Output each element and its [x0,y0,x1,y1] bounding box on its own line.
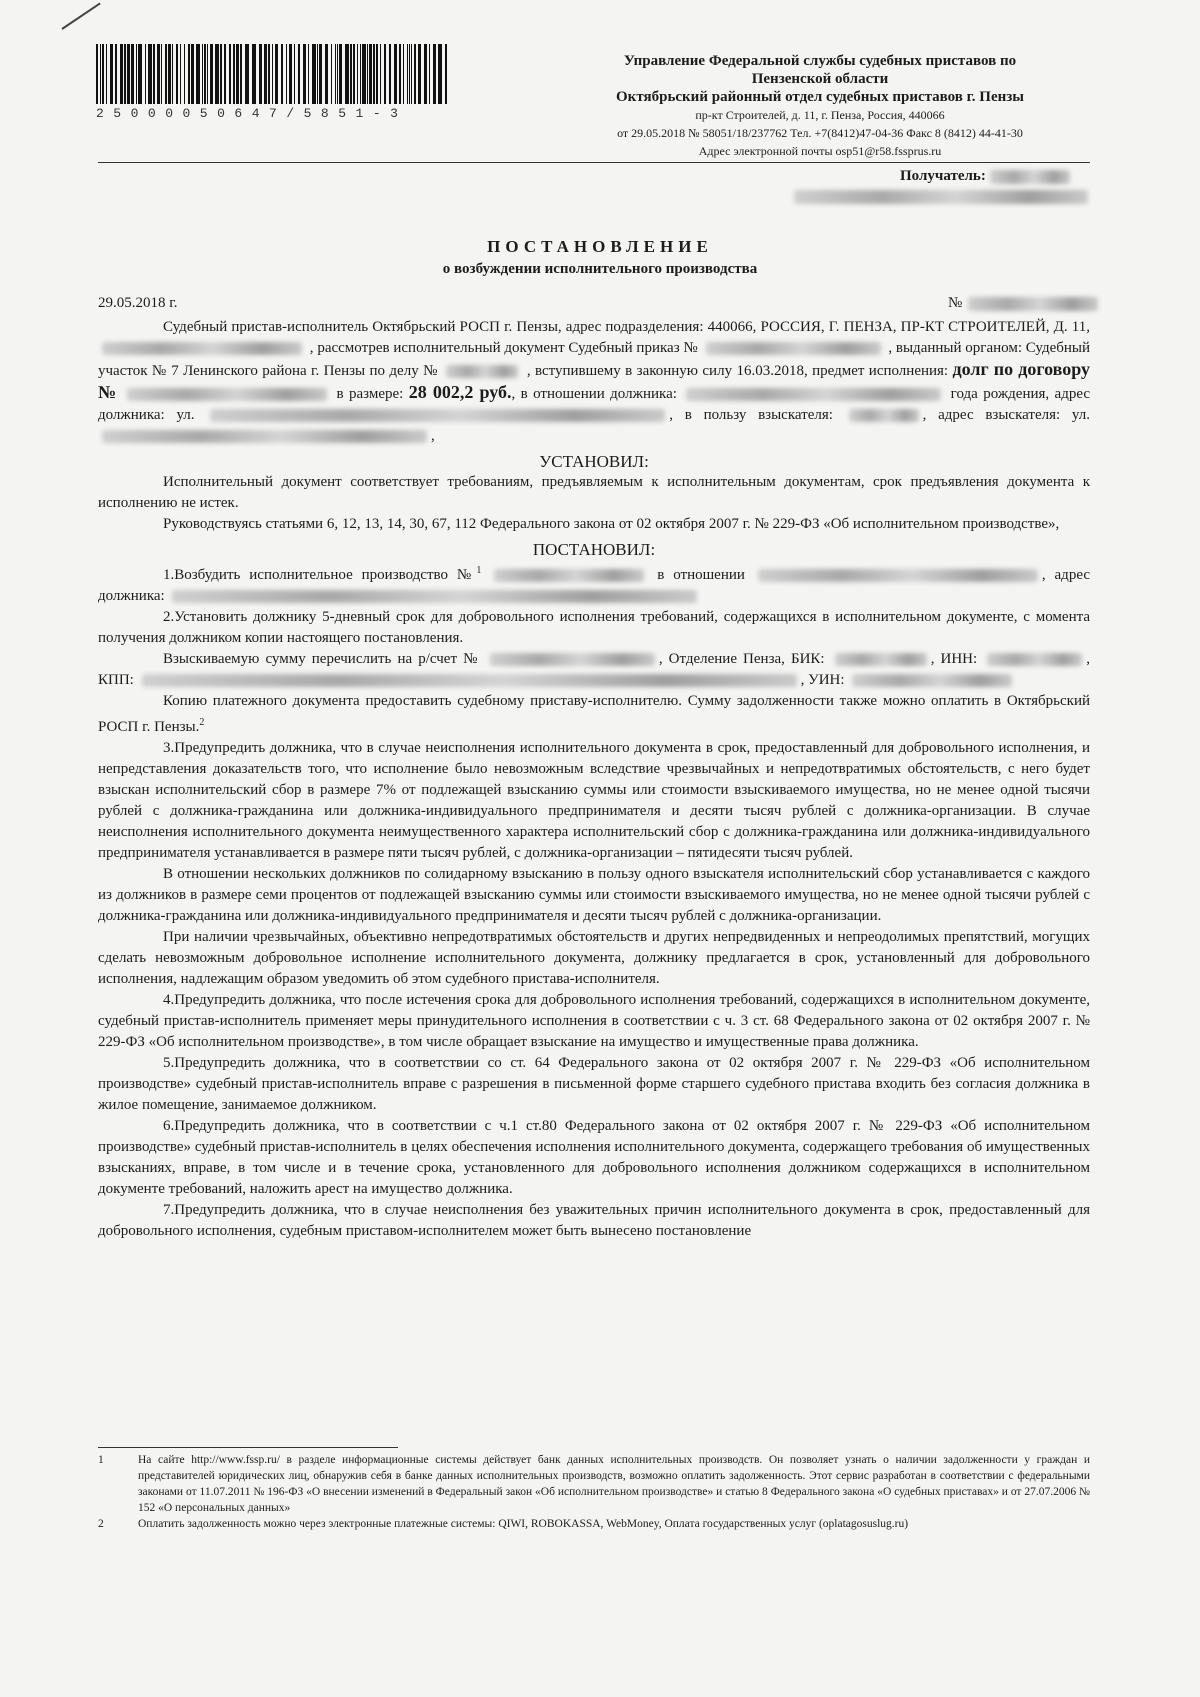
redacted-case-number [446,365,518,378]
redacted-order-number [706,342,881,355]
payment-text-3: , ИНН: [930,651,978,667]
paragraph-intro [98,317,1090,447]
paragraph-item-6: 6.Предупредить должника, что в соответствии с ч.1 ст.80 Федерального закона от 02 октября 2007 г. № 229-ФЗ «Об исполнительном производстве» судебный пристав-исполнитель в целях обеспечения исполнения исполнительного документа, содержащего требования об имущественных взысканиях, вправе, в том числе и в течение срока, установленного для добровольного исполнения должником содержащихся в исполнительном документе требований, наложить арест на имущество должника. [98,1118,1090,1197]
paragraph-payment-copy: Копию платежного документа предоставить судебному приставу-исполнителю. Сумму задолженности также можно оплатить в Октябрьский РОСП г. Пензы.$^2$ [98,693,1090,735]
paragraph-force-majeure: При наличии чрезвычайных, объективно непредотвратимых обстоятельств и других непредвиденных и непреодолимых препятствий, могущих сделать невозможным добровольное исполнение исполнительного документа, должнику предлагается в срок, установленный для добровольного исполнения, надлежащим образом уведомить об этом судебного пристава-исполнителя. [98,929,1090,987]
org-name-line1: Управление Федеральной службы судебных приставов по [623,53,1017,69]
barcode [96,44,448,121]
paragraph-document-valid: Исполнительный документ соответствует требованиям, предъявляемым к исполнительным документам, срок предъявления документа к исполнению не истек. [98,474,1090,511]
footnote-2-number: 2 [98,1518,104,1530]
item1-text-3: , адрес должника: [98,567,1091,604]
intro-text-1: Судебный пристав-исполнитель Октябрьский РОСП г. Пензы, адрес подразделения: 440066, РОССИЯ, Г. ПЕНЗА, ПР-КТ СТРОИТЕЛЕЙ, Д. 11, [163,319,1090,335]
document-subtitle: о возбуждении исполнительного производства [442,261,758,277]
redacted-recipient-name [990,170,1070,184]
footnotes [98,1452,1090,1532]
heading-established: УСТАНОВИЛ: [539,452,649,471]
redacted-debtor-address-2 [172,590,697,603]
heading-resolved: ПОСТАНОВИЛ: [532,540,656,559]
intro-text-6: , в отношении должника: [511,386,677,402]
barcode-bars [96,44,448,104]
barcode-number: 25000050647/5851-3 [96,106,408,121]
intro-text-3: , выданный органом: Судебный участок № 7 Ленинского района г. Пензы по делу № [98,340,1091,379]
redacted-contract-number [127,388,327,401]
paragraph-payment-details [98,649,1090,691]
redacted-proceeding-number [494,569,644,582]
debt-amount: 28 002,2 руб. [408,382,512,402]
redacted-number [968,297,1098,311]
payment-text-4: , КПП: [98,651,1091,688]
org-address: пр-кт Строителей, д. 11, г. Пенза, Россия, 440066 [695,108,945,122]
org-department: Октябрьский районный отдел судебных приставов г. Пензы [616,89,1024,105]
footnote-1 [98,1452,1090,1516]
issuer-header [560,52,1080,160]
document-number [948,295,1098,312]
redacted-recipient-address [794,190,1088,204]
redacted-bailiff-name [102,342,302,355]
footnote-1-text: На сайте http://www.fssp.ru/ в разделе информационные системы действует банк данных исполнительных производств. Он позволяет узнать о наличии задолженности у граждан и представителей юридических лиц, обнаружив себя в банке данных исполнительных производств, возможно оплатить задолженность. Этот сервис разработан в соответствии с федеральными законами от 11.07.2011 № 196-ФЗ «О внесении изменений в Федеральный закон «Об исполнительном производстве» и статью 8 Федерального закона «О судебных приставах» и от 27.07.2006 № 152 «О персональных данных» [138,1454,1090,1514]
item1-text-1: 1.Возбудить исполнительное производство № [163,567,477,583]
org-reference-phone: от 29.05.2018 № 58051/18/237762 Тел. +7(8412)47-04-36 Факс 8 (8412) 44-41-30 [617,126,1023,140]
intro-text-4: , вступившему в законную силу 16.03.2018, предмет исполнения: [526,363,949,379]
payment-text-1: Взыскиваемую сумму перечислить на р/счет № [163,651,480,667]
intro-text-10: , [431,428,435,444]
footnote-1-number: 1 [98,1454,104,1466]
payment-text-5: , УИН: [800,672,845,688]
footnote-2 [98,1516,1090,1532]
paragraph-item-5: 5.Предупредить должника, что в соответствии со ст. 64 Федерального закона от 02 октября 2007 г. № 229-ФЗ «Об исполнительном производстве» судебный пристав-исполнитель вправе с разрешения в письменной форме старшего судебного пристава входить без согласия должника в жилое помещение, занимаемое должником. [98,1055,1090,1113]
redacted-debtor-name-2 [758,569,1038,582]
payment-copy-text: Копию платежного документа предоставить судебному приставу-исполнителю. Сумму задолженности также можно оплатить в Октябрьский РОСП г. Пензы. [98,693,1090,735]
paragraph-item-2: 2.Установить должнику 5-дневный срок для добровольного исполнения требований, содержащихся в исполнительном документе, с момента получения должником копии настоящего постановления. [98,609,1090,646]
pen-mark [61,2,100,29]
redacted-debtor-name [686,388,941,401]
paragraph-item-7: 7.Предупредить должника, что в случае неисполнения без уважительных причин исполнительного документа в срок, предоставленный для добровольного исполнения, судебным приставом-исполнителем может быть вынесено постановление [98,1202,1090,1239]
intro-text-2: , рассмотрев исполнительный документ Судебный приказ № [309,340,698,356]
footnote-2-text: Оплатить задолженность можно через электронные платежные системы: QIWI, ROBOKASSA, WebMoney, Оплата государственных услуг (oplatagosuslug.ru) [138,1518,909,1530]
paragraph-item-4: 4.Предупредить должника, что после истечения срока для добровольного исполнения требований, содержащихся в исполнительном документе, судебный пристав-исполнитель применяет меры принудительного исполнения в соответствии с ч. 3 ст. 68 Федерального закона от 02 октября 2007 г. № 229-ФЗ «Об исполнительном производстве», в том числе обращает взыскание на имущество и имущественные права должника. [98,992,1090,1050]
document-date: 29.05.2018 г. [98,295,178,311]
paragraph-item-3: 3.Предупредить должника, что в случае неисполнения исполнительного документа в срок, предоставленный для добровольного исполнения, и непредставления доказательств того, что исполнение было невозможным вследствие чрезвычайных и непредотвратимых обстоятельств, с него будет взыскан исполнительский сбор в размере 7% от подлежащей взысканию суммы или стоимости взыскиваемого имущества, но не менее одной тысячи рублей с должника-гражданина или должника-индивидуального предпринимателя и десяти тысяч рублей с должника-организации. В случае неисполнения исполнительного документа неимущественного характера исполнительский сбор с должника-гражданина или должника-индивидуального предпринимателя устанавливается в размере пяти тысяч рублей, с должника-организации – пятидесяти тысяч рублей. [98,740,1090,861]
redacted-debtor-address [210,409,665,422]
intro-text-9: , адрес взыскателя: ул. [922,407,1090,423]
redacted-account [490,653,655,666]
intro-text-8: , в пользу взыскателя: [669,407,833,423]
redacted-creditor-address [102,430,427,443]
header-divider [98,162,1090,163]
footnote-divider [98,1447,398,1448]
item1-text-2: в отношении [657,567,745,583]
paragraph-joint-debtors: В отношении нескольких должников по солидарному взысканию в пользу одного взыскателя исполнительский сбор устанавливается с каждого из должников в размере семи процентов от подлежащей взысканию суммы или стоимости взыскиваемого имущества, но не менее одной тысячи рублей с должника-гражданина или должника-индивидуального предпринимателя и десяти тысяч рублей с должника-организации. [98,866,1090,924]
document-title: ПОСТАНОВЛЕНИЕ [487,237,713,256]
redacted-uin [852,674,1012,687]
org-email: Адрес электронной почты osp51@r58.fssprus.ru [698,144,942,158]
document-body [98,317,1090,1242]
subject-of-execution: долг по договору № [98,359,1091,402]
payment-text-2: , Отделение Пенза, БИК: [658,651,825,667]
redacted-kpp-and-recipient [142,674,797,687]
redacted-bik [835,653,927,666]
paragraph-legal-basis: Руководствуясь статьями 6, 12, 13, 14, 30, 67, 112 Федерального закона от 02 октября 2007 г. № 229-ФЗ «Об исполнительном производстве», [163,516,1060,532]
paragraph-item-1: 1.Возбудить исполнительное производство №$^1$ в отношении , адрес должника: [98,565,1091,604]
intro-text-7: года рождения, адрес должника: ул. [98,386,1091,423]
recipient-label: Получатель: [900,168,986,184]
redacted-creditor-name [849,409,919,422]
intro-text-5: в размере: [336,386,404,402]
redacted-inn [987,653,1082,666]
org-name-line2: Пензенской области [751,71,889,87]
recipient [900,168,1070,185]
number-label: № [948,295,963,311]
